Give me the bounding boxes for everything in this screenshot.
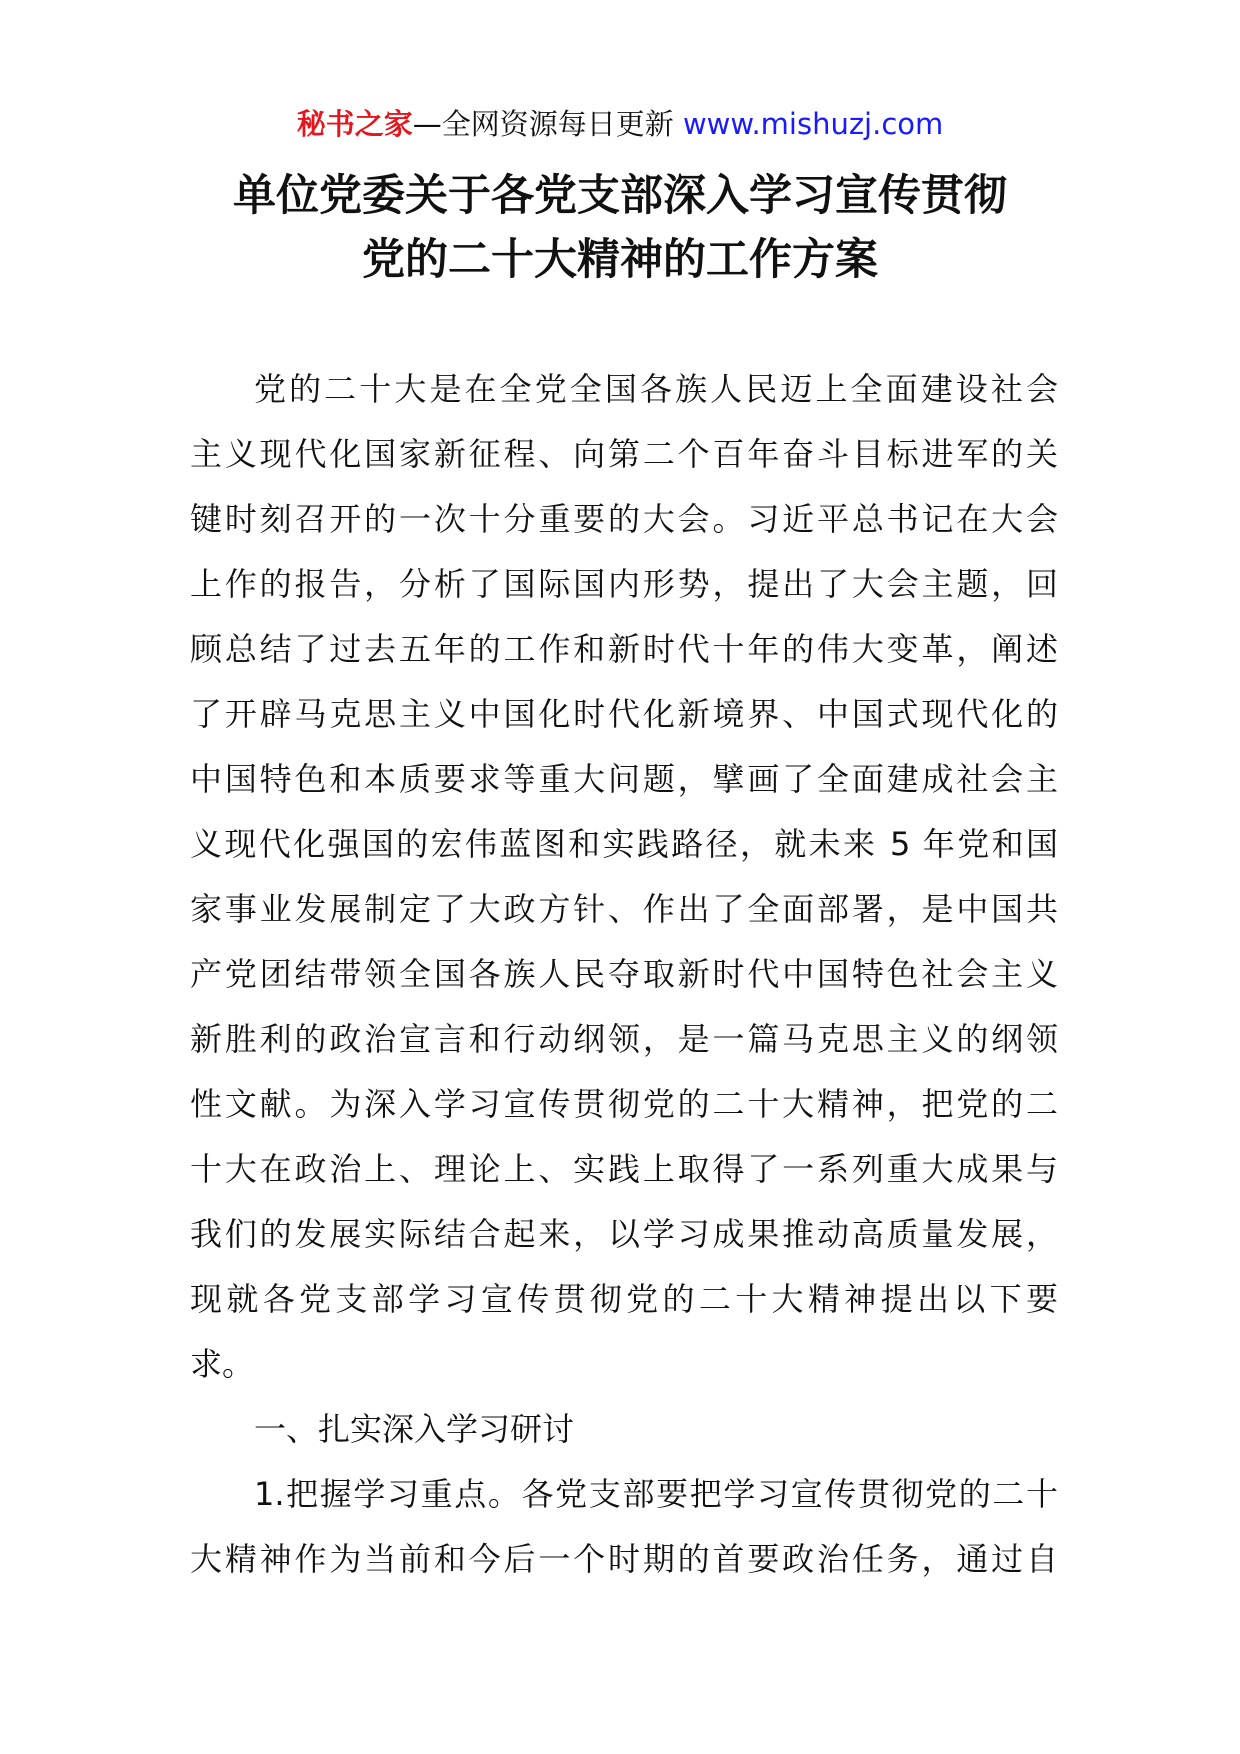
- paragraph-line: 大精神作为当前和今后一个时期的首要政治任务，通过自: [190, 1540, 1058, 1578]
- site-url-link[interactable]: www.mishuzj.com: [682, 107, 944, 141]
- title-line-1: 单位党委关于各党支部深入学习宣传贯彻: [233, 171, 1007, 221]
- paragraph-line: 1.把握学习重点。各党支部要把学习宣传贯彻党的二十: [254, 1475, 1058, 1513]
- paragraph-line: 了开辟马克思主义中国化时代化新境界、中国式现代化的: [190, 695, 1058, 733]
- paragraph-line: 党的二十大是在全党全国各族人民迈上全面建设社会: [254, 370, 1058, 408]
- paragraph-line: 顾总结了过去五年的工作和新时代十年的伟大变革，阐述: [190, 630, 1058, 668]
- paragraph-line: 性文献。为深入学习宣传贯彻党的二十大精神，把党的二: [190, 1085, 1058, 1123]
- brand-name: 秘书之家: [296, 107, 413, 141]
- paragraph-line: 我们的发展实际结合起来，以学习成果推动高质量发展，: [190, 1215, 1058, 1253]
- paragraph-line: 家事业发展制定了大政方针、作出了全面部署，是中国共: [190, 890, 1058, 928]
- paragraph-line: 义现代化强国的宏伟蓝图和实践路径，就未来 5 年党和国: [190, 825, 1058, 863]
- paragraph-line: 中国特色和本质要求等重大问题，擘画了全面建成社会主: [190, 760, 1058, 798]
- paragraph-line: 主义现代化国家新征程、向第二个百年奋斗目标进军的关: [190, 435, 1058, 473]
- paragraph-line: 上作的报告，分析了国际国内形势，提出了大会主题，回: [190, 565, 1058, 603]
- paragraph-line: 求。: [190, 1345, 255, 1383]
- site-header: [0, 104, 1240, 144]
- paragraph-line: 产党团结带领全国各族人民夺取新时代中国特色社会主义: [190, 955, 1058, 993]
- document-body: [190, 357, 1058, 1592]
- title-line-2: 党的二十大精神的工作方案: [362, 235, 878, 285]
- paragraph-line: 现就各党支部学习宣传贯彻党的二十大精神提出以下要: [190, 1280, 1058, 1318]
- paragraph-line: 十大在政治上、理论上、实践上取得了一系列重大成果与: [190, 1150, 1058, 1188]
- paragraph-line: 键时刻召开的一次十分重要的大会。习近平总书记在大会: [190, 500, 1058, 538]
- header-tagline: —全网资源每日更新: [412, 107, 674, 141]
- document-title: [0, 164, 1240, 292]
- section-heading: 一、扎实深入学习研讨: [254, 1410, 575, 1448]
- paragraph-line: 新胜利的政治宣言和行动纲领，是一篇马克思主义的纲领: [190, 1020, 1058, 1058]
